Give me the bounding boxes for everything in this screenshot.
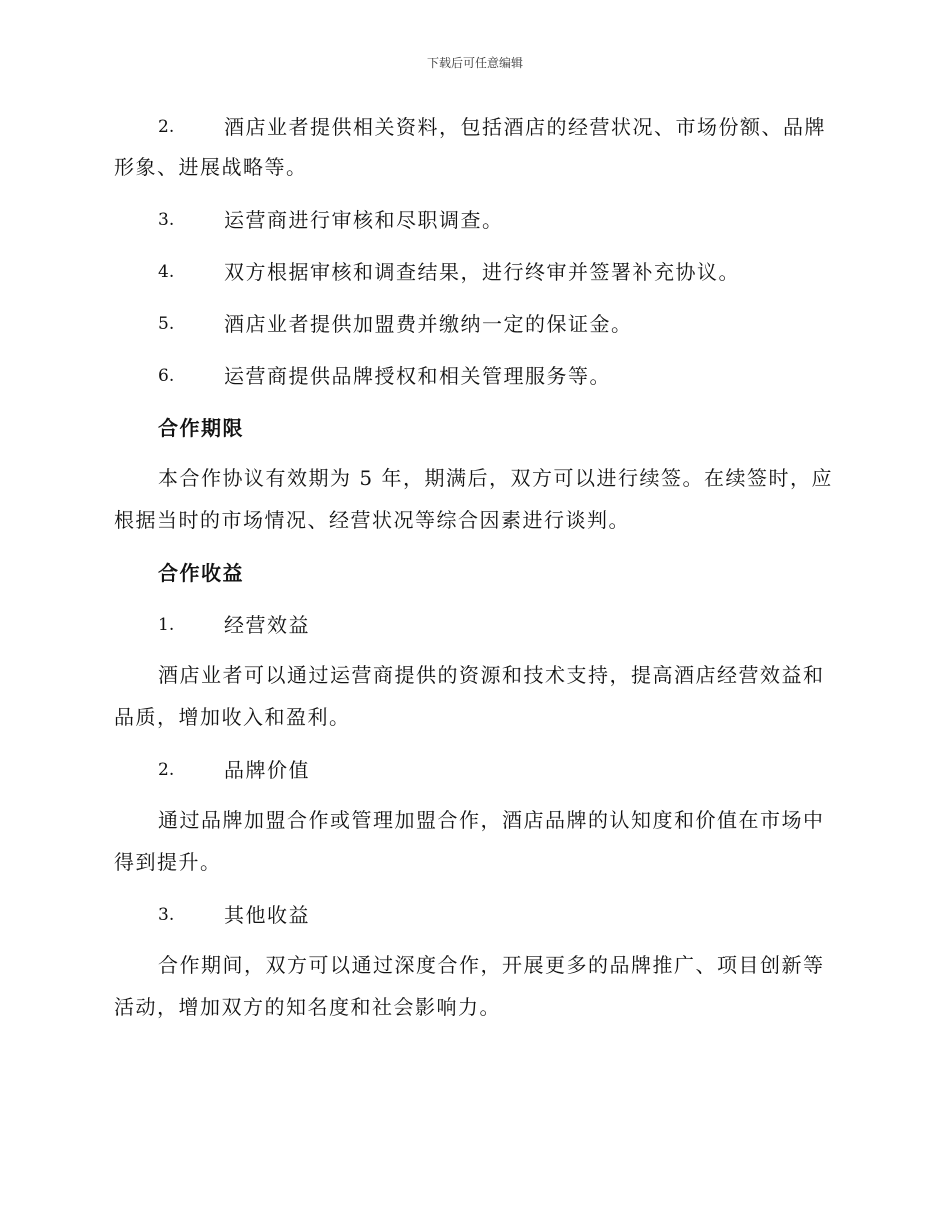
page-header: 下载后可任意编辑: [426, 56, 523, 70]
paragraph-line: 合作期间，双方可以通过深度合作，开展更多的品牌推广、项目创新等: [158, 953, 825, 977]
item-text: 双方根据审核和调查结果，进行终审并签署补充协议。: [224, 260, 740, 284]
section-heading-benefits: 合作收益: [158, 561, 244, 585]
paragraph-benefit: [114, 944, 834, 1028]
list-item: [114, 301, 834, 353]
list-item: [114, 197, 834, 249]
item-text-continued: 形象、进展战略等。: [114, 155, 308, 179]
item-number: 4.: [158, 262, 175, 282]
item-number: 6.: [158, 366, 175, 386]
paragraph-line: 得到提升。: [114, 850, 222, 874]
item-number: 3.: [158, 905, 175, 925]
paragraph-line: 通过品牌加盟合作或管理加盟合作，酒店品牌的认知度和价值在市场中: [158, 808, 825, 832]
item-text: 运营商进行审核和尽职调查。: [224, 208, 504, 232]
paragraph-line: 酒店业者可以通过运营商提供的资源和技术支持，提高酒店经营效益和: [158, 663, 825, 687]
item-text: 酒店业者提供加盟费并缴纳一定的保证金。: [224, 312, 633, 336]
document-body: [114, 104, 834, 1037]
item-number: 1.: [158, 615, 175, 635]
item-text: 运营商提供品牌授权和相关管理服务等。: [224, 364, 611, 388]
list-item: [114, 892, 834, 944]
section-heading-term: 合作期限: [158, 416, 244, 440]
item-text: 酒店业者提供相关资料，包括酒店的经营状况、市场份额、品牌: [224, 115, 826, 139]
list-item: [114, 353, 834, 405]
item-title: 经营效益: [224, 613, 310, 637]
paragraph-benefit: [114, 799, 834, 883]
item-number: 5.: [158, 314, 175, 334]
list-item: [114, 249, 834, 301]
item-number: 2.: [158, 760, 175, 780]
item-title: 其他收益: [224, 903, 310, 927]
item-number: 3.: [158, 210, 175, 230]
paragraph-term: [114, 457, 834, 541]
paragraph-line: 本合作协议有效期为 5 年，期满后，双方可以进行续签。在续签时，应: [158, 466, 833, 490]
item-number: 2.: [158, 117, 175, 137]
paragraph-line: 品质，增加收入和盈利。: [114, 705, 351, 729]
list-item: [114, 747, 834, 799]
paragraph-line: 根据当时的市场情况、经营状况等综合因素进行谈判。: [114, 508, 630, 532]
paragraph-benefit: [114, 654, 834, 738]
list-item: [114, 602, 834, 654]
item-title: 品牌价值: [224, 758, 310, 782]
paragraph-line: 活动，增加双方的知名度和社会影响力。: [114, 995, 501, 1019]
